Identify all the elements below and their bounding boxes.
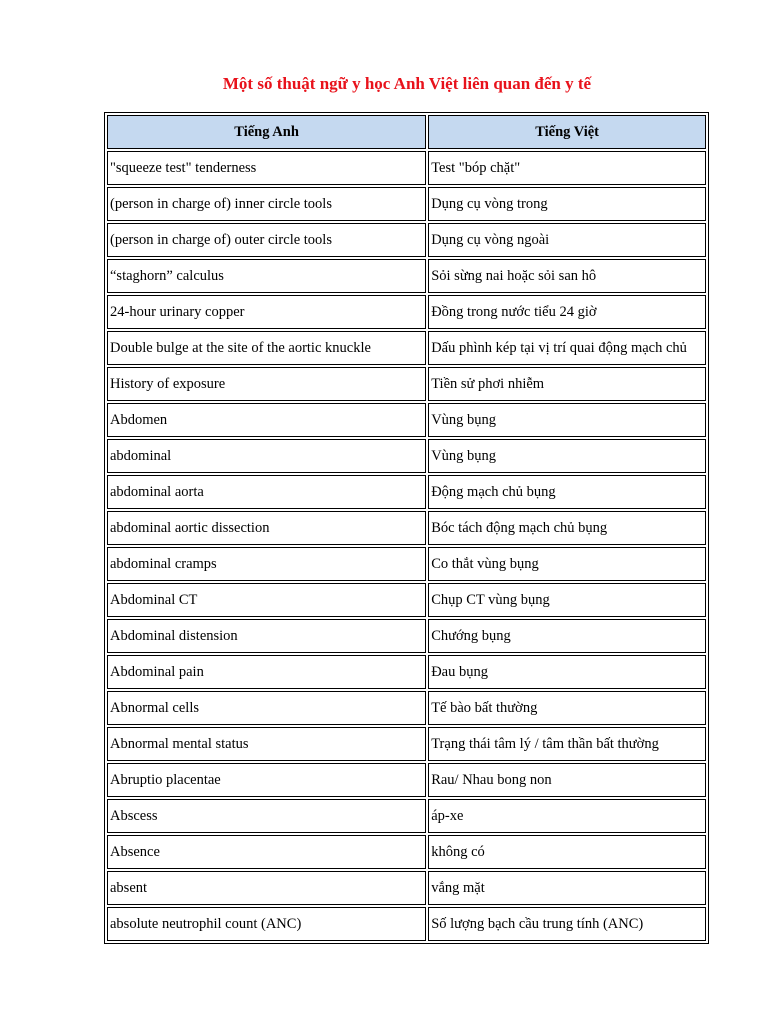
vietnamese-term-cell: Tiền sử phơi nhiễm <box>428 367 706 401</box>
table-row <box>107 223 706 257</box>
table-row <box>107 511 706 545</box>
vietnamese-term-cell: Trạng thái tâm lý / tâm thần bất thường <box>428 727 706 761</box>
vietnamese-term-cell: Test "bóp chặt" <box>428 151 706 185</box>
vietnamese-term-cell: Dấu phình kép tại vị trí quai động mạch chủ <box>428 331 706 365</box>
vietnamese-term-cell: Vùng bụng <box>428 403 706 437</box>
english-term-cell: Double bulge at the site of the aortic knuckle <box>107 331 426 365</box>
english-term-cell: Abscess <box>107 799 426 833</box>
english-term-cell: Abdomen <box>107 403 426 437</box>
english-term-cell: Abruptio placentae <box>107 763 426 797</box>
english-term-cell: Abdominal pain <box>107 655 426 689</box>
vietnamese-term-cell: Chướng bụng <box>428 619 706 653</box>
english-term-cell: abdominal aortic dissection <box>107 511 426 545</box>
table-row <box>107 763 706 797</box>
table-row <box>107 187 706 221</box>
table-row <box>107 439 706 473</box>
column-header-english: Tiếng Anh <box>107 115 426 149</box>
table-row <box>107 151 706 185</box>
vietnamese-term-cell: Chụp CT vùng bụng <box>428 583 706 617</box>
vietnamese-term-cell: Dụng cụ vòng trong <box>428 187 706 221</box>
vietnamese-term-cell: Bóc tách động mạch chủ bụng <box>428 511 706 545</box>
table-body <box>107 151 706 941</box>
english-term-cell: Abnormal mental status <box>107 727 426 761</box>
english-term-cell: Abdominal distension <box>107 619 426 653</box>
table-row <box>107 835 706 869</box>
table-row <box>107 871 706 905</box>
english-term-cell: absolute neutrophil count (ANC) <box>107 907 426 941</box>
vietnamese-term-cell: vắng mặt <box>428 871 706 905</box>
english-term-cell: absent <box>107 871 426 905</box>
table-row <box>107 403 706 437</box>
table-row <box>107 799 706 833</box>
english-term-cell: abdominal <box>107 439 426 473</box>
english-term-cell: Absence <box>107 835 426 869</box>
table-row <box>107 727 706 761</box>
vietnamese-term-cell: Động mạch chủ bụng <box>428 475 706 509</box>
vietnamese-term-cell: Sỏi sừng nai hoặc sỏi san hô <box>428 259 706 293</box>
vietnamese-term-cell: áp-xe <box>428 799 706 833</box>
vietnamese-term-cell: Co thắt vùng bụng <box>428 547 706 581</box>
table-row <box>107 475 706 509</box>
table-row <box>107 583 706 617</box>
english-term-cell: "squeeze test" tenderness <box>107 151 426 185</box>
table-header-row <box>107 115 706 149</box>
vietnamese-term-cell: Dụng cụ vòng ngoài <box>428 223 706 257</box>
vietnamese-term-cell: Đồng trong nước tiểu 24 giờ <box>428 295 706 329</box>
table-row <box>107 367 706 401</box>
english-term-cell: abdominal cramps <box>107 547 426 581</box>
vietnamese-term-cell: Đau bụng <box>428 655 706 689</box>
english-term-cell: Abdominal CT <box>107 583 426 617</box>
english-term-cell: abdominal aorta <box>107 475 426 509</box>
glossary-table-container <box>104 112 709 944</box>
vietnamese-term-cell: Tế bào bất thường <box>428 691 706 725</box>
english-term-cell: Abnormal cells <box>107 691 426 725</box>
table-row <box>107 619 706 653</box>
glossary-table <box>104 112 709 944</box>
table-row <box>107 655 706 689</box>
english-term-cell: (person in charge of) inner circle tools <box>107 187 426 221</box>
english-term-cell: (person in charge of) outer circle tools <box>107 223 426 257</box>
vietnamese-term-cell: Vùng bụng <box>428 439 706 473</box>
page-title: Một số thuật ngữ y học Anh Việt liên quan đến y tế <box>222 74 592 93</box>
english-term-cell: 24-hour urinary copper <box>107 295 426 329</box>
table-row <box>107 295 706 329</box>
vietnamese-term-cell: Rau/ Nhau bong non <box>428 763 706 797</box>
english-term-cell: History of exposure <box>107 367 426 401</box>
table-row <box>107 259 706 293</box>
vietnamese-term-cell: Số lượng bạch cầu trung tính (ANC) <box>428 907 706 941</box>
column-header-vietnamese: Tiếng Việt <box>428 115 706 149</box>
table-row <box>107 691 706 725</box>
table-row <box>107 907 706 941</box>
vietnamese-term-cell: không có <box>428 835 706 869</box>
table-row <box>107 547 706 581</box>
english-term-cell: “staghorn” calculus <box>107 259 426 293</box>
table-row <box>107 331 706 365</box>
